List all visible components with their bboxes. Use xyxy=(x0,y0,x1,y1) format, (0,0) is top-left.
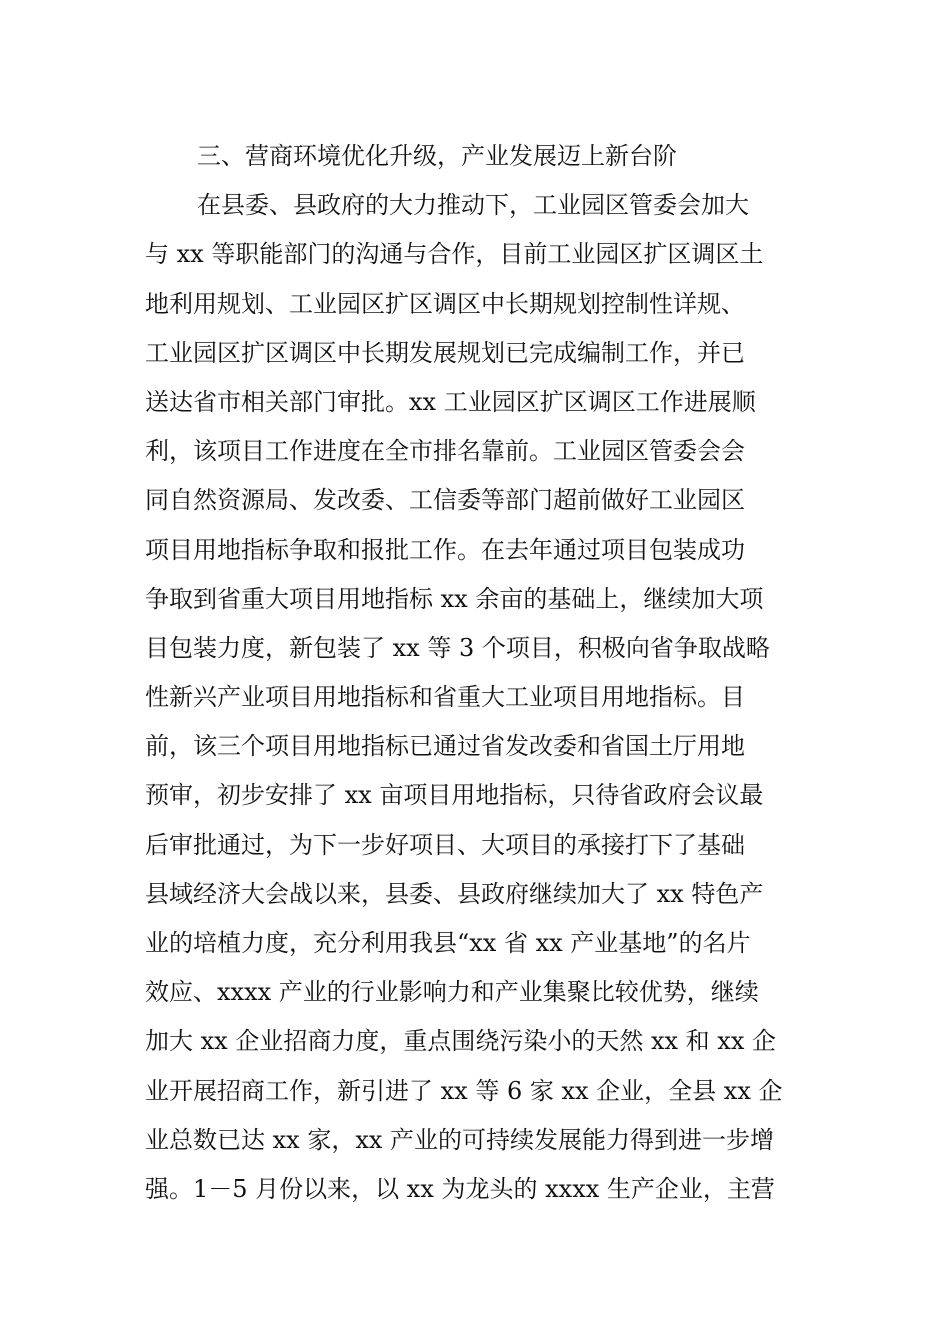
paragraph-line: 效应、xxxx 产业的行业影响力和产业集聚比较优势，继续 xyxy=(145,978,759,1007)
paragraph-line: 业总数已达 xx 家，xx 产业的可持续发展能力得到进一步增 xyxy=(145,1125,775,1154)
paragraph-line: 送达省市相关部门审批。xx 工业园区扩区调区工作进展顺 xyxy=(145,387,756,416)
paragraph-line: 同自然资源局、发改委、工信委等部门超前做好工业园区 xyxy=(145,486,745,515)
paragraph-line: 后审批通过，为下一步好项目、大项目的承接打下了基础 xyxy=(145,830,745,859)
paragraph-line: 争取到省重大项目用地指标 xx 余亩的基础上，继续加大项 xyxy=(145,584,764,613)
paragraph-line: 目包装力度，新包装了 xx 等 3 个项目，积极向省争取战略 xyxy=(145,633,770,662)
paragraph-line: 性新兴产业项目用地指标和省重大工业项目用地指标。目 xyxy=(145,683,745,712)
paragraph-line: 业的培植力度，充分利用我县“xx 省 xx 产业基地”的名片 xyxy=(145,929,751,957)
paragraph-line: 强。1－5 月份以来，以 xx 为龙头的 xxxx 生产企业，主营 xyxy=(145,1174,775,1203)
paragraph-line: 预审，初步安排了 xx 亩项目用地指标，只待省政府会议最 xyxy=(145,781,764,810)
paragraph-line: 业开展招商工作，新引进了 xx 等 6 家 xx 企业，全县 xx 企 xyxy=(145,1076,783,1105)
paragraph-line: 地利用规划、工业园区扩区调区中长期规划控制性详规、 xyxy=(145,289,745,318)
paragraph-line: 加大 xx 企业招商力度，重点围绕污染小的天然 xx 和 xx 企 xyxy=(145,1027,776,1056)
paragraph-line: 工业园区扩区调区中长期发展规划已完成编制工作，并已 xyxy=(145,338,745,367)
paragraph-line: 利，该项目工作进度在全市排名靠前。工业园区管委会会 xyxy=(145,437,745,466)
paragraph-line: 项目用地指标争取和报批工作。在去年通过项目包装成功 xyxy=(145,535,745,564)
section-heading: 三、营商环境优化升级，产业发展迈上新台阶 xyxy=(197,142,677,170)
paragraph-line: 与 xx 等职能部门的沟通与合作，目前工业园区扩区调区土 xyxy=(145,240,764,269)
document-body xyxy=(145,132,805,1214)
paragraph-line: 前，该三个项目用地指标已通过省发改委和省国土厅用地 xyxy=(145,732,745,761)
paragraph-line: 在县委、县政府的大力推动下，工业园区管委会加大 xyxy=(197,191,749,220)
paragraph-line: 县域经济大会战以来，县委、县政府继续加大了 xx 特色产 xyxy=(145,879,764,908)
